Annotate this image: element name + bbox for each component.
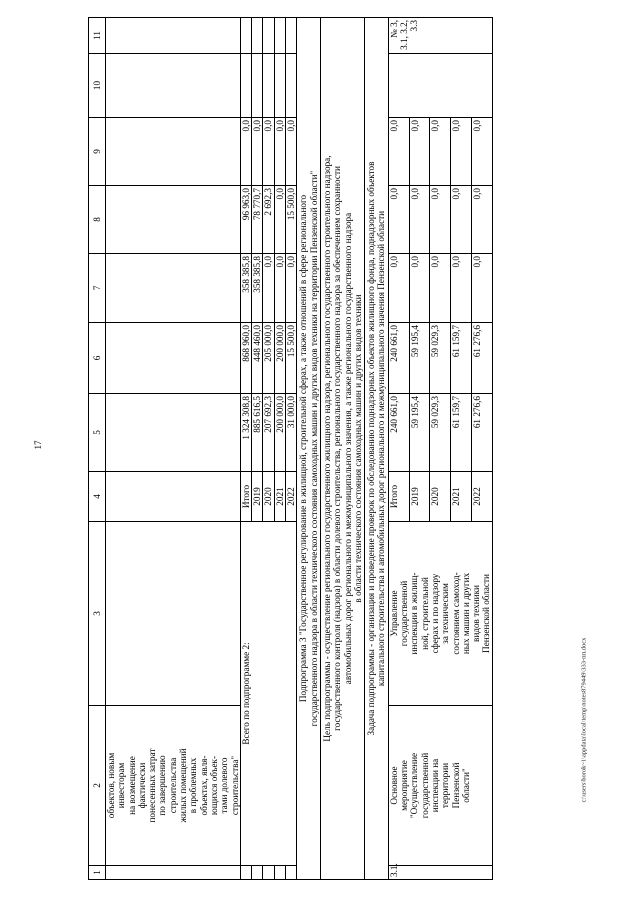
- value-cell: 0,0: [263, 254, 274, 323]
- rotated-table-container: [88, 18, 608, 880]
- value-cell: 448 460,0: [252, 323, 263, 394]
- cont-name-cell: [106, 706, 241, 866]
- activity-executor-line: инспекции в жилищ-: [409, 572, 420, 655]
- cont-name-line: понесенных затрат: [147, 748, 158, 823]
- value-cell: 0,0: [274, 186, 285, 254]
- value-cell: 205 000,0: [263, 323, 274, 394]
- value-cell: 200 000,0: [274, 323, 285, 394]
- cont-cell-5: [106, 394, 241, 472]
- value-cell: 61 276,6: [471, 394, 492, 472]
- total-sub2-num: [240, 866, 251, 880]
- footer-file-path: c:\users\borok~1\appdata\local\temp\notes879449\333-пп.docx: [580, 637, 588, 803]
- col-num-2: 2: [89, 706, 106, 866]
- year-cell: 2021: [451, 472, 472, 522]
- cont-cell-6: [106, 323, 241, 394]
- indicator-link-line: 3.3: [409, 20, 420, 32]
- cont-cell-1: [106, 866, 241, 880]
- value-cell: 0,0: [409, 186, 430, 254]
- total-sub2-num: [286, 866, 297, 880]
- value-cell: 0,0: [409, 118, 430, 186]
- activity-indicator-links: [388, 18, 492, 54]
- cont-name-line: объектов, новым: [106, 752, 116, 819]
- year-cell: 2022: [286, 472, 297, 522]
- value-cell: 0,0: [409, 254, 430, 323]
- subprogram-title: [297, 18, 321, 880]
- col-num-5: 5: [89, 394, 106, 472]
- cont-name-line: объектах, явля-: [198, 755, 209, 816]
- value-cell: 0,0: [286, 254, 297, 323]
- year-cell: 2020: [430, 472, 451, 522]
- activity-col10: [388, 54, 492, 118]
- total-sub2-num: [263, 866, 274, 880]
- subprogram-goal: [320, 18, 364, 880]
- value-cell: 61 159,7: [451, 394, 472, 472]
- cont-name-line: жилых помещений: [178, 748, 189, 823]
- cont-cell-7: [106, 254, 241, 323]
- value-cell: 0,0: [451, 254, 472, 323]
- subprogram-task: [365, 18, 389, 880]
- year-cell: 2022: [471, 472, 492, 522]
- activity-executor-line: ной, строительной: [419, 577, 430, 650]
- activity-name-line: Пензенской: [450, 762, 461, 809]
- col-num-11: 11: [89, 18, 106, 54]
- value-cell: 358 385,8: [252, 254, 263, 323]
- value-cell: 31 000,0: [286, 394, 297, 472]
- empty-cell: [274, 18, 285, 54]
- year-cell: Итого: [240, 472, 251, 522]
- activity-name-line: территории: [440, 762, 451, 809]
- cont-cell-11: [106, 18, 241, 54]
- total-sub2-num: [252, 866, 263, 880]
- cont-name-line: ющихся объек-: [208, 755, 219, 816]
- indicator-link-line: 3.1, 3.2,: [399, 20, 410, 50]
- empty-cell: [252, 54, 263, 118]
- empty-cell: [240, 18, 251, 54]
- cont-cell-8: [106, 186, 241, 254]
- empty-cell: [240, 54, 251, 118]
- cont-cell-9: [106, 118, 241, 186]
- activity-executor-line: Управление: [388, 590, 399, 637]
- value-cell: 1 324 308,8: [240, 394, 251, 472]
- value-cell: 200 000,0: [274, 394, 285, 472]
- activity-name-line: "Осуществление: [409, 752, 420, 819]
- value-cell: 0,0: [388, 186, 409, 254]
- value-cell: 0,0: [430, 186, 451, 254]
- activity-executor: [388, 522, 492, 706]
- activity-executor-line: государственной: [399, 580, 410, 647]
- value-cell: 78 770,7: [252, 186, 263, 254]
- col-num-9: 9: [89, 118, 106, 186]
- value-cell: 0,0: [430, 118, 451, 186]
- subprogram-goal-line: государственного контроля (надзора) в области долевого строительства, регионального государственного надзора за обеспечением сохранности: [332, 166, 343, 731]
- value-cell: 0,0: [274, 254, 285, 323]
- value-cell: 0,0: [471, 186, 492, 254]
- empty-cell: [286, 54, 297, 118]
- value-cell: 0,0: [274, 118, 285, 186]
- continued-row: [106, 18, 241, 880]
- value-cell: 0,0: [252, 118, 263, 186]
- value-cell: 2 692,3: [263, 186, 274, 254]
- col-num-1: 1: [89, 866, 106, 880]
- value-cell: 0,0: [471, 254, 492, 323]
- cont-cell-10: [106, 54, 241, 118]
- total-sub2-row: [240, 18, 251, 880]
- activity-row: [388, 18, 409, 880]
- program-table: [88, 17, 493, 880]
- cont-name-line: на возмещение: [126, 756, 137, 815]
- value-cell: 0,0: [388, 118, 409, 186]
- cont-name-line: по завершению: [157, 755, 168, 816]
- value-cell: 0,0: [388, 254, 409, 323]
- year-cell: Итого: [388, 472, 409, 522]
- empty-cell: [252, 18, 263, 54]
- subprogram-task-line: капитального строительства и автомобильных дорог регионального и межмуниципального значения Пензенской области: [376, 210, 387, 687]
- value-cell: 207 692,3: [263, 394, 274, 472]
- subprogram-goal-row: [320, 18, 364, 880]
- value-cell: 240 661,0: [388, 394, 409, 472]
- total-sub2-num: [274, 866, 285, 880]
- year-cell: 2019: [409, 472, 430, 522]
- activity-name-line: инспекции на: [429, 758, 440, 813]
- value-cell: 15 500,0: [286, 186, 297, 254]
- value-cell: 868 960,0: [240, 323, 251, 394]
- col-num-10: 10: [89, 54, 106, 118]
- value-cell: 0,0: [451, 186, 472, 254]
- subprogram-goal-line: автомобильных дорог регионального и межмуниципального значения, а также регионального государственного надзора: [342, 212, 353, 685]
- activity-executor-line: видов техники: [471, 585, 482, 642]
- activity-name-line: государственной: [419, 752, 430, 819]
- total-sub2-label: Всего по подпрограмме 2:: [240, 522, 296, 866]
- value-cell: 0,0: [451, 118, 472, 186]
- activity-executor-line: сферах и по надзору: [429, 573, 440, 654]
- value-cell: 59 029,3: [430, 323, 451, 394]
- col-num-8: 8: [89, 186, 106, 254]
- value-cell: 0,0: [430, 254, 451, 323]
- cont-name-line: строительства": [229, 755, 240, 816]
- indicator-link-line: № 3,: [388, 20, 399, 38]
- year-cell: 2020: [263, 472, 274, 522]
- value-cell: 96 963,0: [240, 186, 251, 254]
- subprogram-task-row: [365, 18, 389, 880]
- subprogram-title-row: [297, 18, 321, 880]
- value-cell: 61 159,7: [451, 323, 472, 394]
- subprogram-task-line: Задача подпрограммы - организация и проведение проверок по обследованию поднадзорных объектов жилищного фонда, поднадзорных объектов: [366, 161, 377, 736]
- activity-number: 3.1.: [388, 866, 492, 880]
- value-cell: 885 616,5: [252, 394, 263, 472]
- subprogram-goal-line: в области технического состояния самоходных машин и других видов техники: [352, 294, 363, 603]
- empty-cell: [263, 18, 274, 54]
- subprogram-title-line: Подпрограмма 3 "Государственное регулирование в жилищной, строительной сферах, а также отношений в сфере регионального: [298, 194, 309, 703]
- empty-cell: [286, 18, 297, 54]
- col-num-4: 4: [89, 472, 106, 522]
- subprogram-goal-line: Цель подпрограммы - осуществление регионального государственного жилищного надзора, регионального государственного строительного надзора,: [321, 155, 332, 742]
- activity-name-line: мероприятие: [399, 760, 410, 811]
- activity-executor-line: состоянием самоход-: [450, 572, 461, 655]
- value-cell: 59 195,4: [409, 394, 430, 472]
- empty-cell: [274, 54, 285, 118]
- cont-name-line: инвесторам: [116, 762, 127, 809]
- column-number-row: [89, 18, 106, 880]
- value-cell: 59 029,3: [430, 394, 451, 472]
- value-cell: 0,0: [471, 118, 492, 186]
- col-num-7: 7: [89, 254, 106, 323]
- activity-name-line: Основное: [388, 766, 399, 805]
- value-cell: 61 276,6: [471, 323, 492, 394]
- activity-executor-line: за техническим: [440, 583, 451, 644]
- activity-executor-line: ных машин и других: [460, 572, 471, 655]
- value-cell: 15 500,0: [286, 323, 297, 394]
- activity-name: [388, 706, 492, 866]
- value-cell: 0,0: [286, 118, 297, 186]
- year-cell: 2021: [274, 472, 285, 522]
- col-num-3: 3: [89, 522, 106, 706]
- activity-executor-line: Пензенской области: [481, 574, 492, 653]
- year-cell: 2019: [252, 472, 263, 522]
- value-cell: 0,0: [240, 118, 251, 186]
- cont-name-line: в проблемных: [188, 757, 199, 814]
- subprogram-title-line: государственного надзора в области технического состояния самоходных машин и других видов техники на территории Пензенской области": [308, 170, 319, 727]
- value-cell: 0,0: [263, 118, 274, 186]
- value-cell: 240 661,0: [388, 323, 409, 394]
- cont-name-line: строительства: [167, 757, 178, 814]
- cont-cell-4: [106, 472, 241, 522]
- empty-cell: [263, 54, 274, 118]
- cont-cell-3: [106, 522, 241, 706]
- activity-name-line: области": [460, 768, 471, 803]
- value-cell: 358 385,8: [240, 254, 251, 323]
- cont-name-line: фактически: [136, 762, 147, 809]
- page-number: 17: [33, 440, 43, 450]
- cont-name-line: тами долевого: [219, 757, 230, 814]
- value-cell: 59 195,4: [409, 323, 430, 394]
- col-num-6: 6: [89, 323, 106, 394]
